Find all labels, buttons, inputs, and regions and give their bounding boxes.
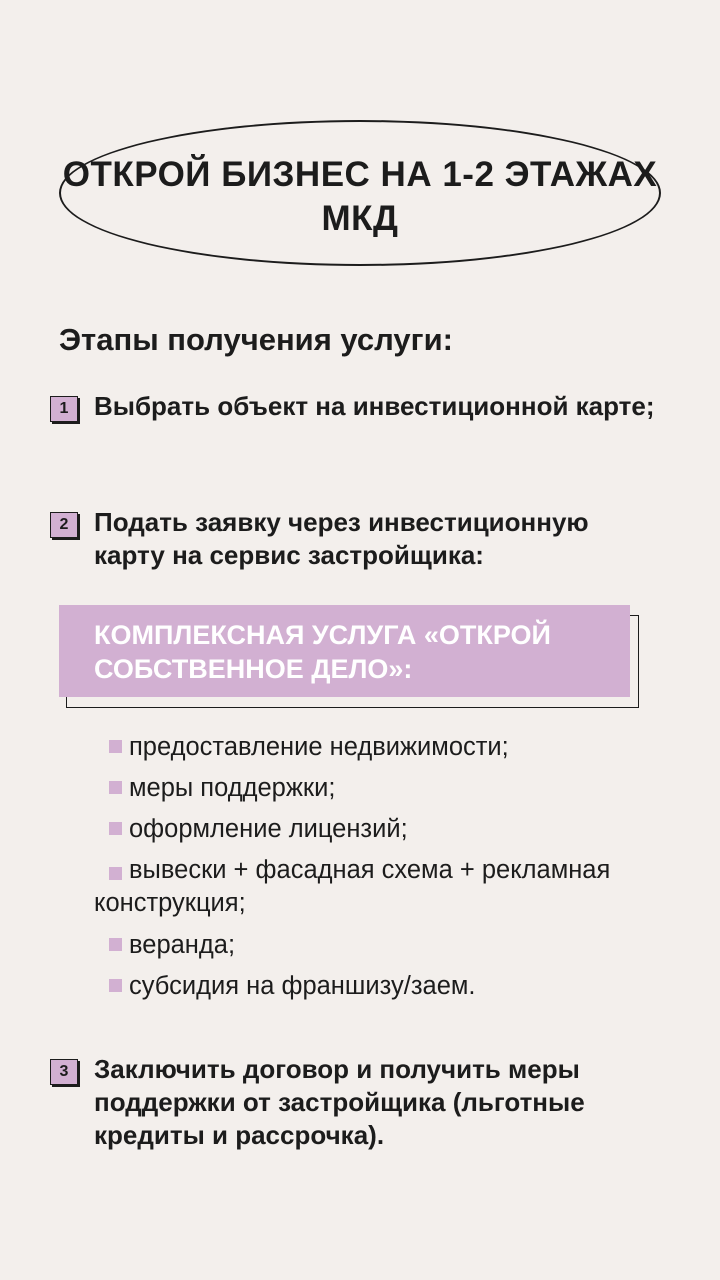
service-bullet-list: [94, 728, 634, 1008]
list-item-text: субсидия на франшизу/заем.: [129, 972, 476, 1000]
square-bullet-icon: [109, 979, 122, 992]
list-item-text: предоставление недвижимости;: [129, 733, 509, 761]
section-subtitle: Этапы получения услуги:: [59, 322, 453, 357]
page-title: ОТКРОЙ БИЗНЕС НА 1-2 ЭТАЖАХ МКД: [62, 155, 658, 238]
square-bullet-icon: [109, 938, 122, 951]
step-number-badge: 3: [50, 1059, 78, 1085]
list-item: [94, 728, 634, 766]
step-text: Подать заявку через инвестиционную карту на сервис застройщика:: [94, 507, 589, 570]
list-item-text: вывески + фасадная схема + рекламная конструкция;: [94, 856, 611, 917]
list-item-text: меры поддержки;: [129, 774, 336, 802]
list-item: [94, 769, 634, 807]
list-item: [94, 926, 634, 964]
list-item-text: веранда;: [129, 931, 236, 959]
step-text: Заключить договор и получить меры поддержки от застройщика (льготные кредиты и рассрочка).: [94, 1054, 585, 1150]
step-text: Выбрать объект на инвестиционной карте;: [94, 391, 655, 421]
square-bullet-icon: [109, 781, 122, 794]
square-bullet-icon: [109, 822, 122, 835]
list-item: [94, 967, 634, 1005]
list-item: [94, 851, 634, 923]
service-box-title: КОМПЛЕКСНАЯ УСЛУГА «ОТКРОЙ СОБСТВЕННОЕ ДЕЛО»:: [94, 620, 551, 684]
step-number-badge: 1: [50, 396, 78, 422]
square-bullet-icon: [109, 740, 122, 753]
step-number-badge: 2: [50, 512, 78, 538]
square-bullet-icon: [109, 867, 122, 880]
list-item: [94, 810, 634, 848]
list-item-text: оформление лицензий;: [129, 815, 408, 843]
